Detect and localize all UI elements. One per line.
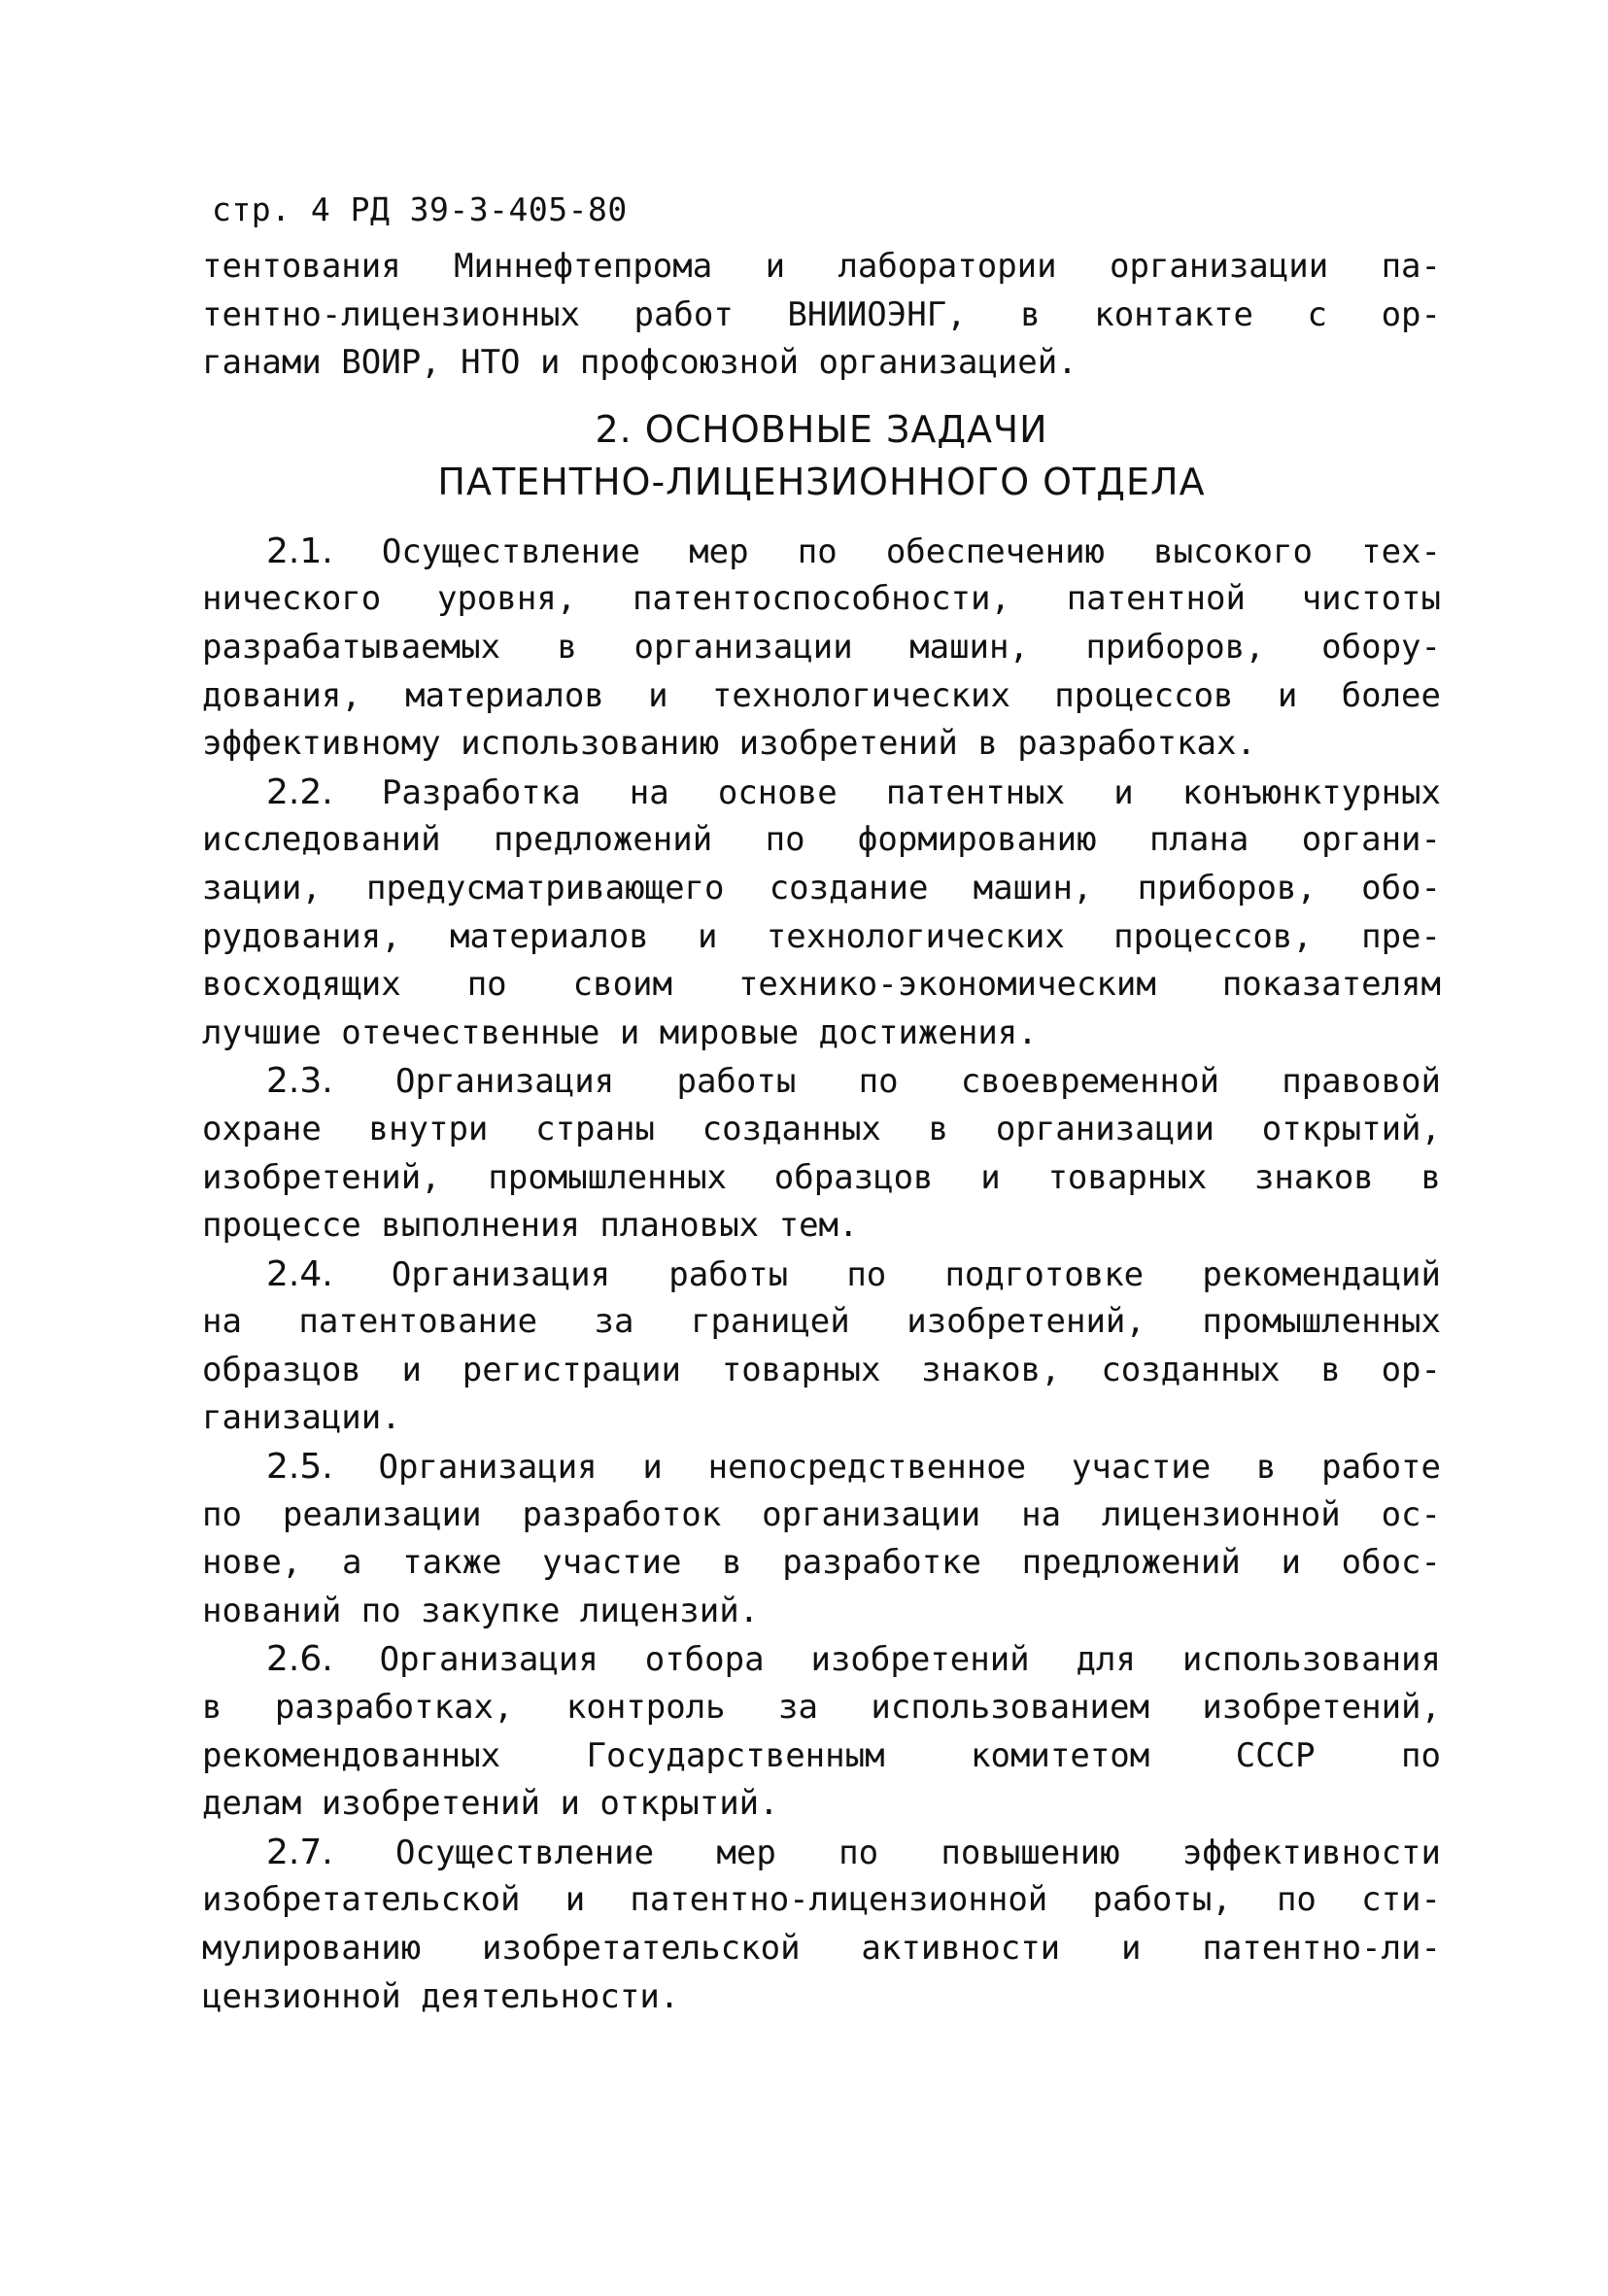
text-line: нове, а также участие в разработке предложений и обос- <box>202 1543 1441 1583</box>
section-heading <box>202 403 1455 508</box>
list-item <box>202 1443 1455 1635</box>
text-line: разрабатываемых в организации машин, приборов, обору- <box>202 627 1441 667</box>
text-line: в разработках, контроль за использованием изобретений, <box>202 1688 1441 1728</box>
item-number: 2.3. <box>266 1061 333 1102</box>
item-number: 2.1. <box>266 531 333 571</box>
list-item <box>202 1635 1455 1828</box>
text-line: нического уровня, патентоспособности, патентной чистоты <box>202 579 1441 619</box>
item-first-line <box>202 1057 1441 1106</box>
item-first-line <box>202 1635 1441 1684</box>
item-text: Осуществление мер по повышению эффективности <box>395 1833 1441 1872</box>
item-first-line <box>202 528 1441 576</box>
text-line: исследований предложений по формированию плана органи- <box>202 820 1441 860</box>
item-text: Организация отбора изобретений для использования <box>379 1640 1441 1680</box>
text-line: эффективному использованию изобретений в разработках. <box>202 724 1256 764</box>
item-text: Осуществление мер по обеспечению высокого тех- <box>381 531 1441 571</box>
item-first-line <box>202 1829 1441 1877</box>
section-title-line: ПАТЕНТНО-ЛИЦЕНЗИОННОГО ОТДЕЛА <box>437 460 1206 503</box>
document-body <box>202 243 1455 2021</box>
item-first-line <box>202 1251 1441 1299</box>
intro-paragraph <box>202 243 1455 388</box>
text-line: зации, предусматривающего создание машин, приборов, обо- <box>202 868 1441 908</box>
list-item <box>202 1829 1455 2021</box>
item-text: Организация и непосредственное участие в работе <box>378 1448 1441 1488</box>
text-line: рекомендованных Государственным комитетом СССР по <box>202 1735 1441 1775</box>
item-number: 2.2. <box>266 771 333 812</box>
text-line: тентно-лицензионных работ ВНИИОЭНГ, в контакте с ор- <box>202 294 1441 334</box>
list-item <box>202 769 1455 1058</box>
item-number: 2.7. <box>266 1832 333 1872</box>
text-line: изобретательской и патентно-лицензионной работы, по сти- <box>202 1880 1441 1920</box>
item-number: 2.5. <box>266 1447 333 1488</box>
item-text: Организация работы по своевременной правовой <box>395 1062 1441 1102</box>
text-line: лучшие отечественные и мировые достижения. <box>202 1012 1038 1052</box>
text-line: процессе выполнения плановых тем. <box>202 1206 859 1246</box>
list-item <box>202 1251 1455 1443</box>
text-line: ганизации. <box>202 1398 401 1438</box>
list-item <box>202 528 1455 769</box>
text-line: дования, материалов и технологических процессов и более <box>202 675 1441 715</box>
text-line: тентования Миннефтепрома и лаборатории организации па- <box>202 247 1441 286</box>
text-line: нований по закупке лицензий. <box>202 1591 760 1630</box>
text-line: образцов и регистрации товарных знаков, созданных в ор- <box>202 1350 1441 1389</box>
item-text: Разработка на основе патентных и конъюнктурных <box>381 772 1441 812</box>
item-text: Организация работы по подготовке рекомендаций <box>391 1254 1441 1294</box>
text-line: на патентование за границей изобретений, промышленных <box>202 1302 1441 1342</box>
item-first-line <box>202 1443 1441 1491</box>
text-line: ганами ВОИР, НТО и профсоюзной организацией. <box>202 343 1078 383</box>
text-line: изобретений, промышленных образцов и товарных знаков в <box>202 1157 1441 1197</box>
page-header: стр. 4 РД 39-3-405-80 <box>212 190 628 228</box>
text-line: мулированию изобретательской активности и патентно-ли- <box>202 1929 1441 1968</box>
items-list <box>202 528 1455 2021</box>
item-first-line <box>202 769 1441 817</box>
text-line: делам изобретений и открытий. <box>202 1784 779 1824</box>
text-line: цензионной деятельности. <box>202 1976 680 2016</box>
item-number: 2.6. <box>266 1639 333 1680</box>
section-title-line: 2. ОСНОВНЫЕ ЗАДАЧИ <box>595 407 1048 451</box>
text-line: рудования, материалов и технологических процессов, пре- <box>202 916 1441 956</box>
list-item <box>202 1057 1455 1250</box>
text-line: восходящих по своим технико-экономическим показателям <box>202 965 1441 1005</box>
text-line: охране внутри страны созданных в организации открытий, <box>202 1109 1441 1148</box>
text-line: по реализации разработок организации на лицензионной ос- <box>202 1494 1441 1534</box>
item-number: 2.4. <box>266 1253 333 1294</box>
